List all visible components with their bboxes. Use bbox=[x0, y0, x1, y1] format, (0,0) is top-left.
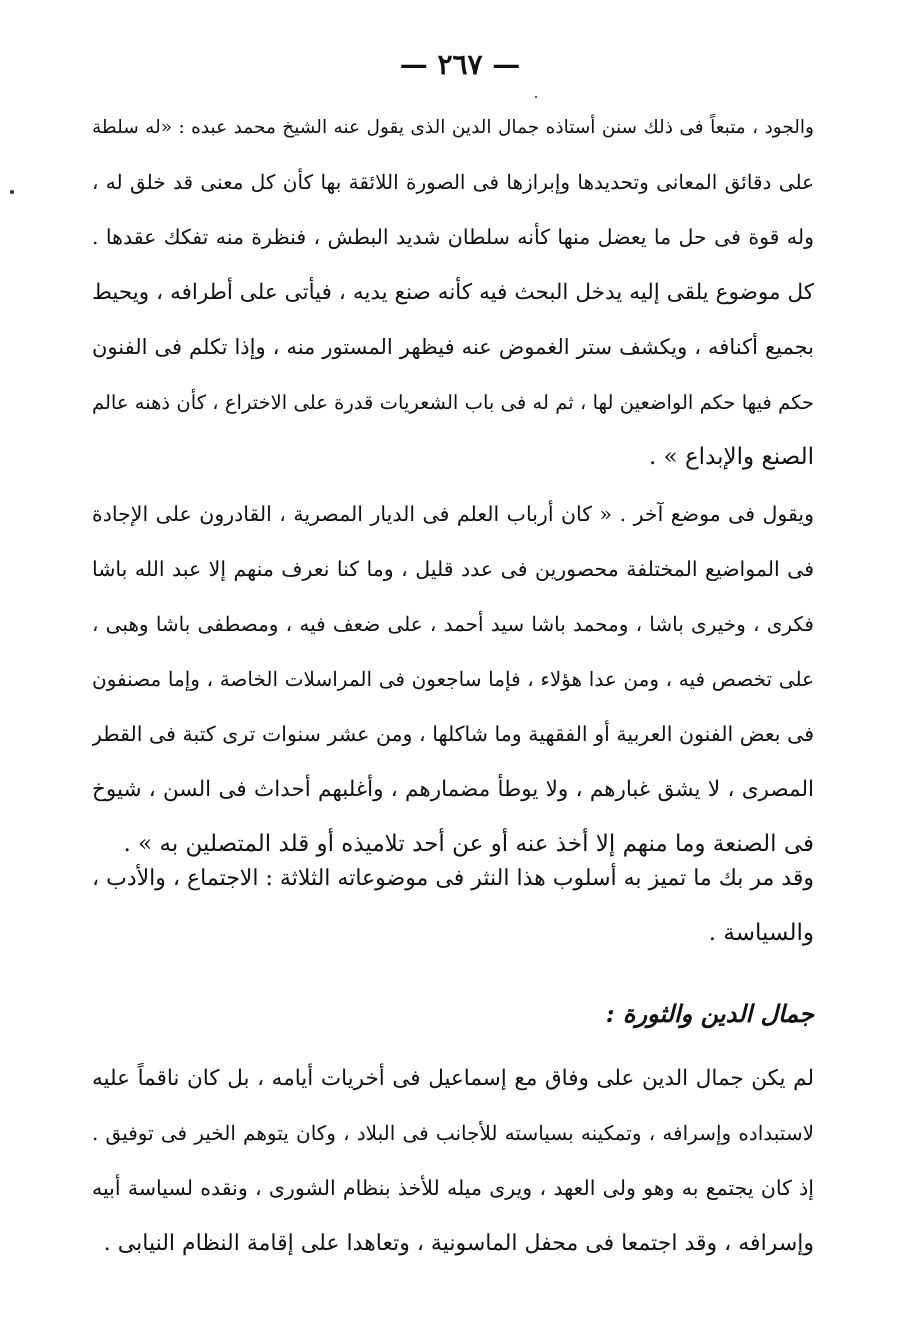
scan-speck bbox=[535, 96, 537, 98]
page-number: — ٢٦٧ — bbox=[399, 48, 521, 81]
text-line: الصنع والإبداع » . bbox=[648, 444, 814, 470]
text-line: فى بعض الفنون العربية أو الفقهية وما شاكلها ، ومن عشر سنوات ترى كتبة فى القطر bbox=[92, 722, 814, 746]
text-line: بجميع أكنافه ، ويكشف ستر الغموض عنه فيظهر المستور منه ، وإذا تكلم فى الفنون bbox=[92, 335, 814, 359]
text-line: المصرى ، لا يشق غبارهم ، ولا يوطأ مضمارهم ، وأغلبهم أحداث فى السن ، شيوخ bbox=[92, 777, 814, 802]
paragraph-jamal-revolution bbox=[92, 1051, 814, 1271]
scan-speck bbox=[10, 190, 14, 194]
text-line: وقد مر بك ما تميز به أسلوب هذا النثر فى موضوعاته الثلاثة : الاجتماع ، والأدب ، bbox=[92, 866, 814, 891]
text-line: وله قوة فى حل ما يعضل منها كأنه سلطان شديد البطش ، فنظرة منه تفكك عقدها . bbox=[92, 225, 814, 249]
text-line: والجود ، متبعاً فى ذلك سنن أستاذه جمال الدين الذى يقول عنه الشيخ محمد عبده : «له سلطة bbox=[92, 117, 814, 138]
section-heading: جمال الدين والثورة : bbox=[605, 999, 814, 1028]
paragraph-style-summary bbox=[92, 851, 814, 961]
text-line: على دقائق المعانى وتحديدها وإبرازها فى الصورة اللائقة بها كأن كل معنى قد خلق له ، bbox=[92, 170, 814, 194]
text-line: والسياسة . bbox=[708, 920, 814, 946]
text-line: وإسرافه ، وقد اجتمعا فى محفل الماسونية ، وتعاهدا على إقامة النظام النيابى . bbox=[103, 1231, 814, 1256]
text-line: فكرى ، وخيرى باشا ، ومحمد باشا سيد أحمد ، على ضعف فيه ، ومصطفى باشا وهبى ، bbox=[92, 612, 814, 636]
paragraph-quote-writers bbox=[92, 487, 814, 872]
text-line: إذ كان يجتمع به وهو ولى العهد ، ويرى ميله للأخذ بنظام الشورى ، ونقده لسياسة أبيه bbox=[92, 1176, 814, 1200]
text-line: لاستبداده وإسرافه ، وتمكينه بسياسته للأجانب فى البلاد ، وكان يتوهم الخير فى توفيق . bbox=[92, 1121, 814, 1145]
text-line: فى المواضيع المختلفة محصورين فى عدد قليل ، وما كنا نعرف منهم إلا عبد الله باشا bbox=[92, 557, 814, 581]
text-line: ويقول فى موضع آخر . « كان أرباب العلم فى الديار المصرية ، القادرون على الإجادة bbox=[92, 502, 814, 526]
text-line: على تخصص فيه ، ومن عدا هؤلاء ، فإما ساجعون فى المراسلات الخاصة ، وإما مصنفون bbox=[92, 667, 814, 691]
text-line: حكم فيها حكم الواضعين لها ، ثم له فى باب الشعريات قدرة على الاختراع ، كأن ذهنه عالم bbox=[92, 391, 814, 414]
paragraph-quote-abduh bbox=[92, 100, 814, 485]
text-line: فى الصنعة وما منهم إلا أخذ عنه أو عن أحد تلاميذه أو قلد المتصلين به » . bbox=[123, 831, 814, 857]
text-line: لم يكن جمال الدين على وفاق مع إسماعيل فى أخريات أيامه ، بل كان ناقماً عليه bbox=[92, 1066, 814, 1091]
text-line: كل موضوع يلقى إليه يدخل البحث فيه كأنه صنع يديه ، فيأتى على أطرافه ، ويحيط bbox=[92, 280, 814, 305]
